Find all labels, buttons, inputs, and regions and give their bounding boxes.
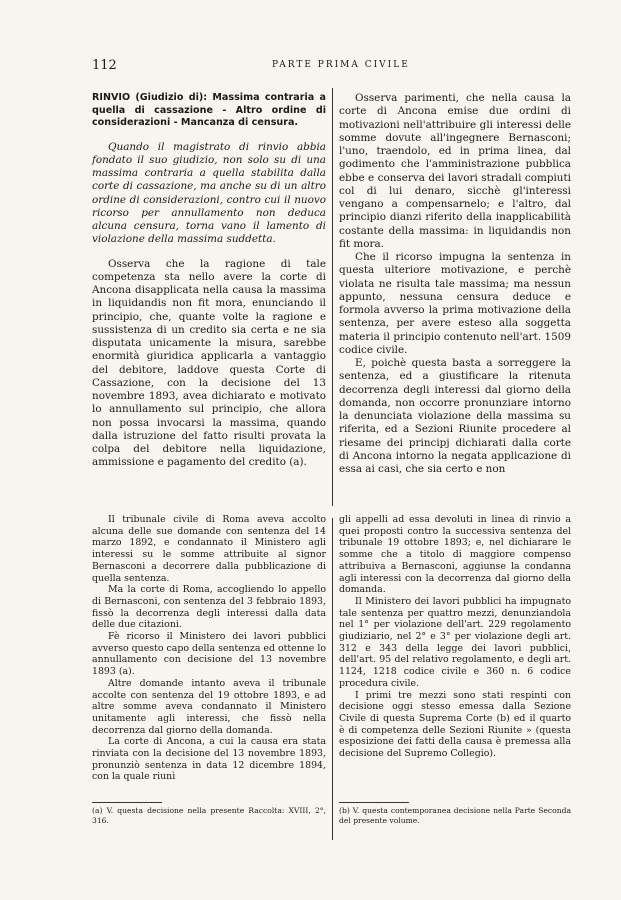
right-paragraph-3: E, poichè questa basta a sorreggere la sentenza, ed a giustificare la ritenuta decorrenza degli interessi dal giorno della domanda, non occorre pronunziare intorno la denunciata violazione della massima su riferita, ed a Sezioni Riunite procedere al riesame dei principj dichiarati dalla corte di Ancona intorno la negata applicazione di essa ai casi, che sia certo e non: [339, 357, 571, 475]
footnote-b-text: (b) V. questa contemporanea decisione nella Parte Seconda del presente volume.: [339, 806, 571, 825]
footnote-b: [339, 806, 571, 826]
left-column-bottom: [92, 514, 326, 783]
left-note-3: Fè ricorso il Ministero dei lavori pubblici avverso questo capo della sentenza ed ottenne lo annullamento con decisione del 13 novembre 1893 (a).: [92, 631, 326, 678]
right-column-bottom: [339, 514, 571, 760]
right-note-1: gli appelli ad essa devoluti in linea di rinvio a quei proposti contro la successiva sentenza del tribunale 19 ottobre 1893; e, nel dichiarare le somme che a titolo di maggiore compenso attribuiva a Bernasconi, aggiunse la condanna agli interessi con la decorrenza dal giorno della domanda.: [339, 514, 571, 596]
left-note-4: Altre domande intanto aveva il tribunale accolte con sentenza del 19 ottobre 1893, e ad altre somme aveva condannato il Ministero unitamente agli interessi, che fissò nella decorrenza dal giorno della domanda.: [92, 677, 326, 736]
column-divider-bottom: [332, 518, 333, 840]
page-number: 112: [92, 58, 117, 73]
left-note-2: Ma la corte di Roma, accogliendo lo appello di Bernasconi, con sentenza del 3 febbraio 1893, fissò la decorrenza degli interessi dalla data delle due citazioni.: [92, 584, 326, 631]
footnote-rule-right: [339, 802, 409, 803]
footnote-rule-left: [92, 802, 162, 803]
column-divider-top: [332, 88, 333, 506]
case-heading: RINVIO (Giudizio di): Massima contraria a quella di cassazione - Altro ordine di considerazioni - Mancanza di censura.: [92, 92, 326, 128]
running-title: PARTE PRIMA CIVILE: [272, 60, 410, 70]
reasoning-paragraph: Osserva che la ragione di tale competenza sta nello avere la corte di Ancona disapplicata nella causa la massima in liquidandis non fit mora, enunciando il principio, che, quante volte la ragione e sussistenza di un credito sia certa e ne sia disputata unicamente la misura, sarebbe enormità giuridica applicarla a vantaggio del debitore, laddove questa Corte di Cassazione, con la decisione del 13 novembre 1893, avea dichiarato e motivato lo annullamento sul principio, che allora non possa invocarsi la massima, quando dalla istruzione del fatto risulti provata la colpa del debitore nella liquidazione, ammissione e pagamento del credito (a).: [92, 257, 326, 469]
page-header: [92, 58, 562, 74]
right-column-top: [339, 92, 571, 476]
left-note-1: Il tribunale civile di Roma aveva accolto alcuna delle sue domande con sentenza del 14 marzo 1892, e condannato il Ministero agli interessi su le somme attribuite al signor Bernasconi a decorrere dalla pubblicazione di quella sentenza.: [92, 514, 326, 584]
footnote-a-text: (a) V. questa decisione nella presente Raccolta: XVIII, 2°, 316.: [92, 806, 326, 825]
right-paragraph-1: Osserva parimenti, che nella causa la corte di Ancona emise due ordini di motivazioni nell'attribuire gli interessi delle somme dovute all'ingegnere Bernasconi; l'uno, traendolo, ed in prima linea, dal godimento che l'amministrazione pubblica ebbe e conserva dei lavori stradali compiuti col di lui denaro, sicchè gl'interessi vengano a compensarnelo; e l'altro, dal principio dianzi riferito della inapplicabilità costante della massima: in liquidandis non fit mora.: [339, 92, 571, 250]
left-note-5: La corte di Ancona, a cui la causa era stata rinviata con la decisione del 13 novembre 1893, pronunziò sentenza in data 12 dicembre 1894, con la quale riunì: [92, 736, 326, 783]
case-summary: Quando il magistrato di rinvio abbia fondato il suo giudizio, non solo su di una massima contraria a quella stabilita dalla corte di cassazione, ma anche su di un altro ordine di considerazioni, contro cui il nuovo ricorso per annullamento non deduca alcuna censura, torna vano il lamento di violazione della massima suddetta.: [92, 140, 326, 246]
right-paragraph-2: Che il ricorso impugna la sentenza in questa ulteriore motivazione, e perchè violata ne risulta tale massima; ma nessun appunto, nessuna censura deduce e formola avverso la prima motivazione della sentenza, per avere esteso alla soggetta materia il principio contenuto nell'art. 1509 codice civile.: [339, 251, 571, 356]
footnote-a: [92, 806, 326, 826]
right-note-3: I primi tre mezzi sono stati respinti con decisione oggi stesso emessa dalla Sezione Civile di questa Suprema Corte (b) ed il quarto è di competenza delle Sezioni Riunite » (questa esposizione dei fatti della causa è premessa alla decisione del Supremo Collegio).: [339, 689, 571, 760]
left-column-top: [92, 92, 326, 470]
right-note-2: Il Ministero dei lavori pubblici ha impugnato tale sentenza per quattro mezzi, denunziandola nel 1° per violazione dell'art. 229 regolamento giudiziario, nel 2° e 3° per violazione degli art. 312 e 343 della legge dei lavori pubblici, dell'art. 95 del relativo regolamento, e degli art. 1124, 1218 codice civile e 360 n. 6 codice procedura civile.: [339, 595, 571, 689]
